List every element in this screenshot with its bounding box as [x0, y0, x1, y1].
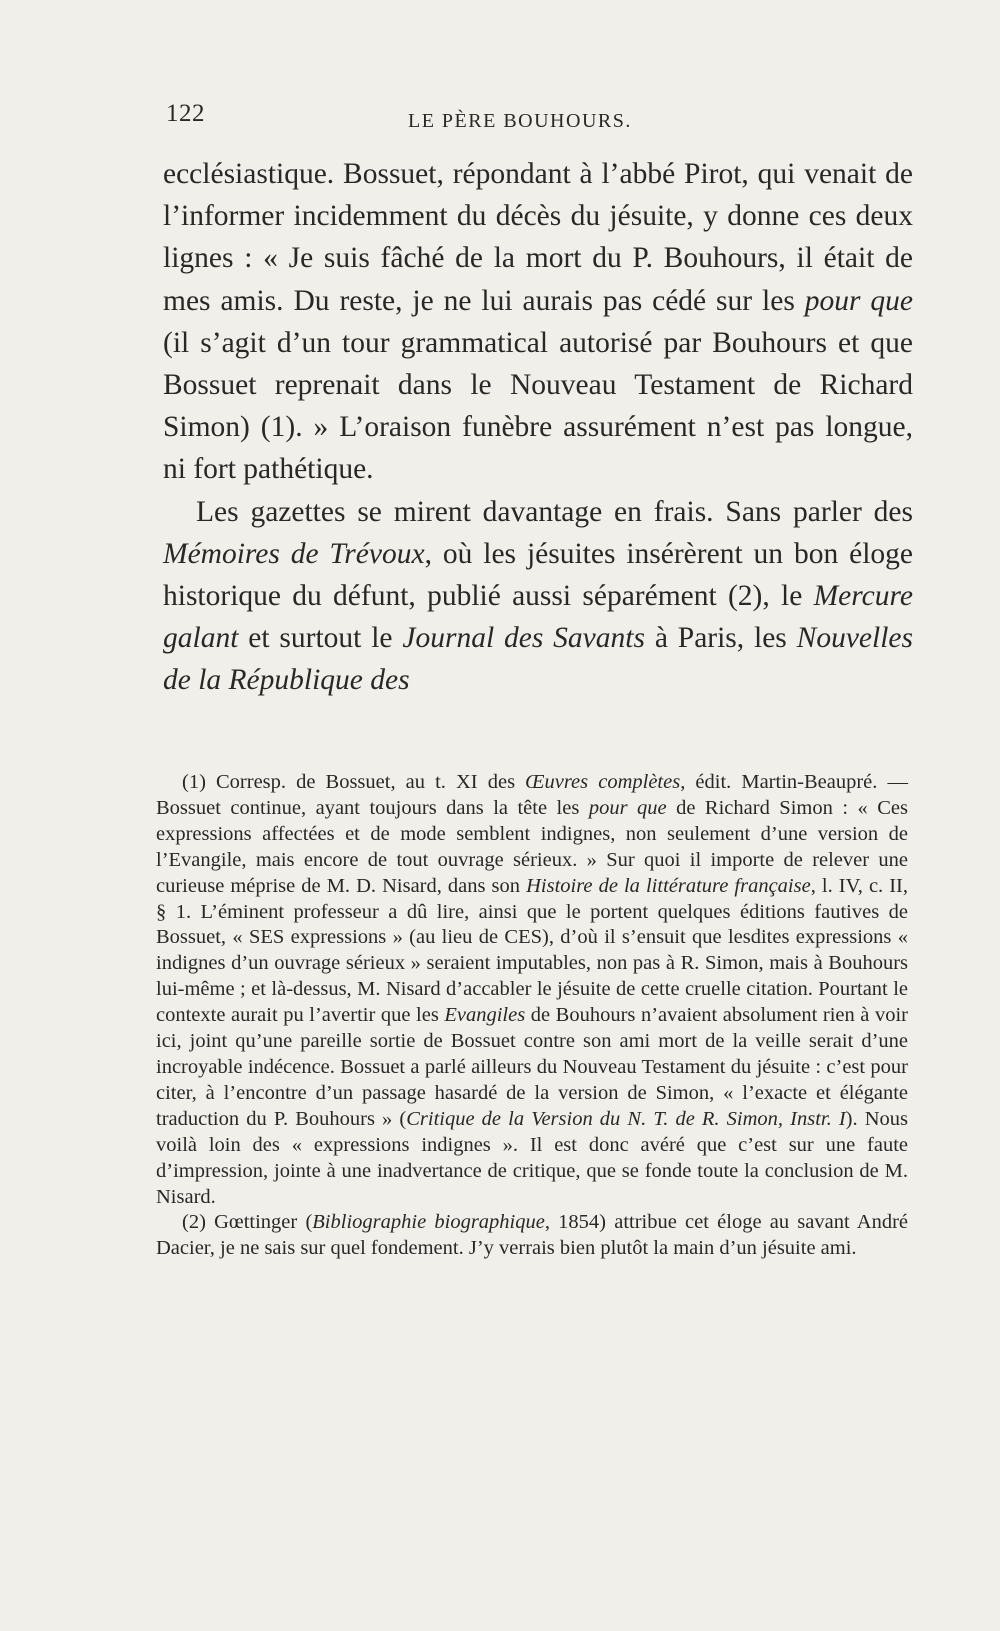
paragraph-2: Les gazettes se mirent davantage en frais. Sans parler des Mémoires de Trévoux, où les jésuites insérèrent un bon éloge historique du défunt, publié aussi séparément (2), le Mercure galant et surtout le Journal des Savants à Paris, les Nouvelles de la République des [163, 495, 913, 697]
running-head [166, 100, 911, 140]
footnotes [156, 770, 908, 1262]
page-number: 122 [166, 100, 205, 127]
footnote-1: (1) Corresp. de Bossuet, au t. XI des Œuvres complètes, édit. Martin-Beaupré. — Bossuet continue, ayant toujours dans la tête les pour que de Richard Simon : « Ces expressions affectées et de mode semblent indignes, non seulement d’une version de l’Evangile, mais encore de tout ouvrage sérieux. » Sur quoi il importe de relever une curieuse méprise de M. D. Nisard, dans son Histoire de la littérature française, l. IV, c. II, § 1. L’éminent professeur a dû lire, ainsi que le portent quelques éditions fautives de Bossuet, « SES expressions » (au lieu de CES), d’où il s’ensuit que lesdites expressions « indignes d’un ouvrage sérieux » seraient imputables, non pas à R. Simon, mais à Bouhours lui-même ; et là-dessus, M. Nisard d’accabler le jésuite de cette cruelle citation. Pourtant le contexte aurait pu l’avertir que les Evangiles de Bouhours n’avaient absolument rien à voir ici, joint qu’une pareille sortie de Bossuet contre son ami mort de la veille serait d’une incroyable indécence. Bossuet a parlé ailleurs du Nouveau Testament du jésuite : c’est pour citer, à l’encontre d’un passage hasardé de la version de Simon, « l’exacte et élégante traduction du P. Bouhours » (Critique de la Version du N. T. de R. Simon, Instr. I). Nous voilà loin des « expressions indignes ». Il est donc avéré que c’est sur une faute d’impression, jointe à une inadvertance de critique, que se fonde toute la conclusion de M. Nisard. [156, 771, 909, 1208]
title-journal-des-savants: Journal des Savants [402, 622, 645, 655]
footnote-2: (2) Gœttinger (Bibliographie biographique, 1854) attribue cet éloge au savant André Dacier, je ne sais sur quel fondement. J’y verrais bien plutôt la main d’un jésuite ami. [156, 1211, 908, 1260]
title-nouvelles-de-la-republique: Nouvelles de la République des [163, 622, 913, 697]
main-text [163, 153, 913, 702]
running-title: LE PÈRE BOUHOURS. [408, 110, 632, 132]
title-memoires-de-trevoux: Mémoires de Trévoux [163, 537, 425, 570]
paragraph-1: ecclésiastique. Bossuet, répondant à l’abbé Pirot, qui venait de l’informer incidemment du décès du jésuite, y donne ces deux lignes : « Je suis fâché de la mort du P. Bouhours, il était de mes amis. Du reste, je ne lui aurais pas cédé sur les pour que (il s’agit d’un tour grammatical autorisé par Bouhours et que Bossuet reprenait dans le Nouveau Testament de Richard Simon) (1). » L’oraison funèbre assurément n’est pas longue, ni fort pathétique. [163, 158, 914, 486]
title-mercure-galant: Mercure galant [163, 580, 913, 655]
emphasis-pour-que: pour que [804, 284, 914, 317]
